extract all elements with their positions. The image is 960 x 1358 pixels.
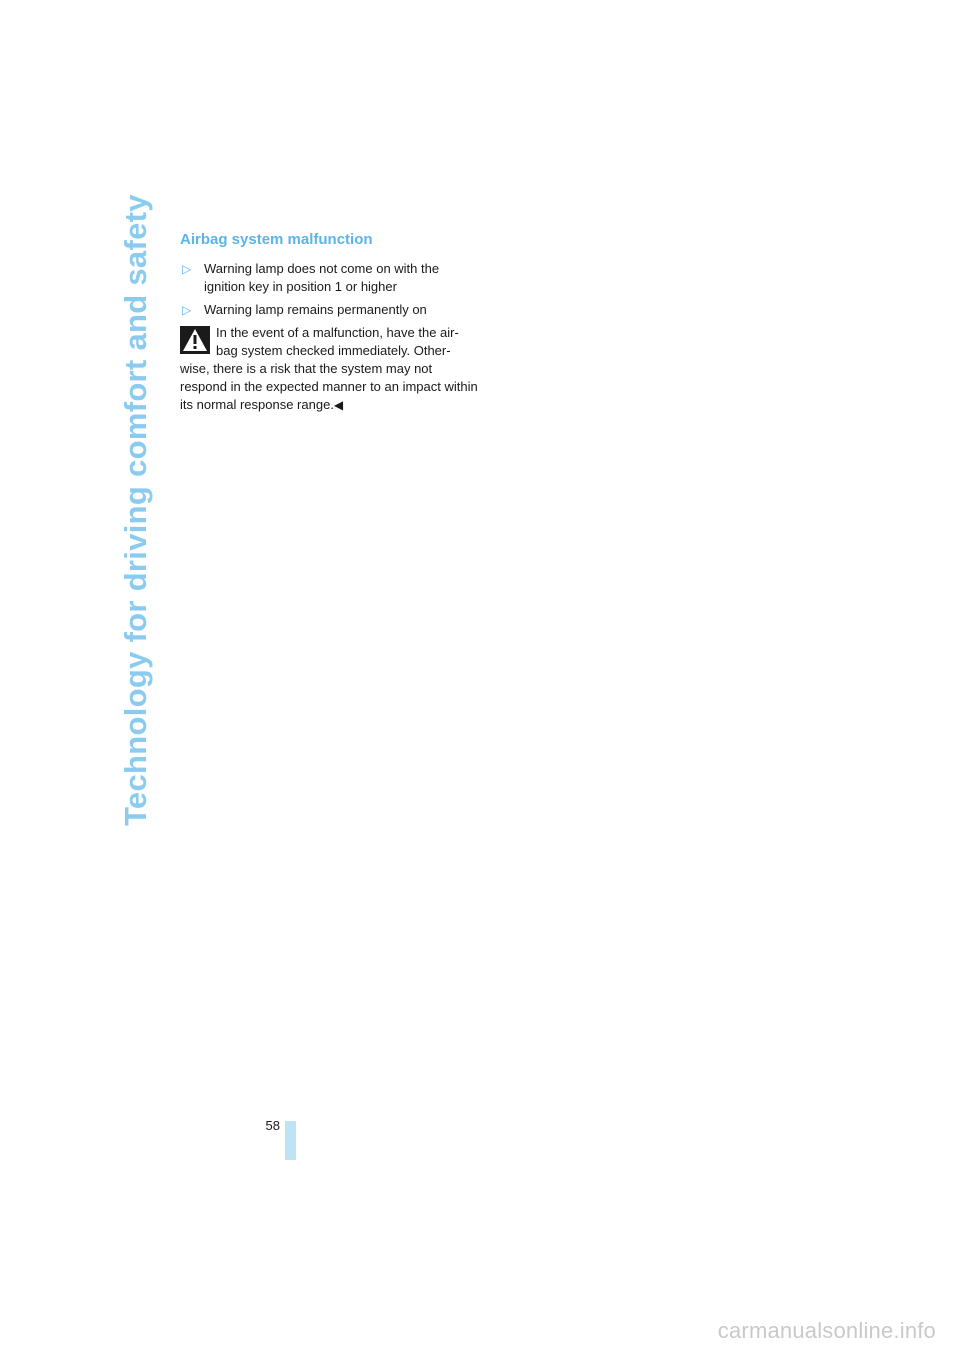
- list-item: [180, 260, 480, 296]
- list-item: [180, 301, 480, 319]
- list-item-text: Warning lamp remains permanently on: [204, 302, 427, 317]
- triangle-bullet-icon: ▷: [182, 262, 192, 276]
- page-marker-bar: [285, 1121, 296, 1160]
- warning-note: [180, 324, 480, 414]
- warning-triangle-icon: [180, 326, 210, 354]
- page-number: 58: [265, 1118, 280, 1133]
- chapter-title-vertical: Technology for driving comfort and safety: [118, 194, 153, 826]
- watermark: carmanualsonline.info: [717, 1318, 936, 1343]
- warning-text: In the event of a malfunction, have the air-bag system checked immediately. Other-wise, there is a risk that the system may not respond in the expected manner to an impact within its normal response range.: [180, 325, 478, 412]
- list-item-text: Warning lamp does not come on with the ignition key in position 1 or higher: [204, 261, 440, 294]
- malfunction-list: [180, 260, 480, 319]
- section-heading: Airbag system malfunction: [180, 231, 373, 248]
- triangle-bullet-icon: ▷: [182, 303, 192, 317]
- end-marker-icon: ◀: [333, 398, 344, 412]
- main-content: [180, 230, 480, 414]
